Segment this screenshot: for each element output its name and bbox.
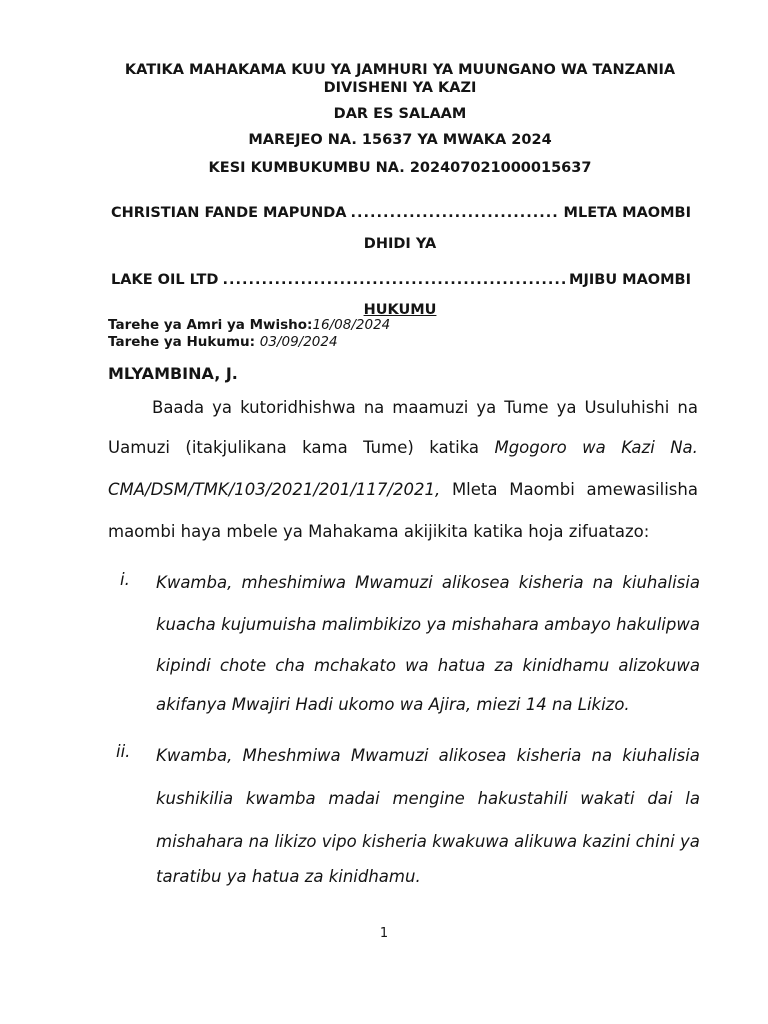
ground-number: ii.: [116, 742, 131, 761]
applicant-line: [111, 205, 691, 221]
page-number: 1: [379, 926, 389, 941]
judgment-title: HUKUMU: [363, 302, 437, 318]
applicant-name: CHRISTIAN FANDE MAPUNDA: [111, 205, 347, 221]
word: mchakato: [313, 656, 396, 675]
word: Mgogoro: [494, 438, 567, 457]
case-reference: CMA/DSM/TMK/103/2021/201/117/2021,: [108, 480, 441, 499]
word: alikuwa: [514, 832, 578, 851]
location: DAR ES SALAAM: [333, 106, 467, 122]
word: chini: [635, 832, 675, 851]
word: cha: [275, 656, 305, 675]
judgment-date-row: [108, 334, 338, 350]
paragraph-line-2: [108, 438, 698, 458]
word: za: [494, 656, 514, 675]
ground-1-line-2: [156, 615, 700, 634]
word: (itakjulikana: [185, 438, 287, 457]
word: madai: [328, 789, 380, 808]
word: Uamuzi: [108, 438, 170, 457]
ground-2-line-1: [156, 746, 700, 765]
ground-number: i.: [120, 570, 130, 589]
word: ya: [680, 832, 700, 851]
word: Mleta: [451, 480, 498, 499]
respondent-role: MJIBU MAOMBI: [569, 272, 691, 288]
word: Kazi: [621, 438, 655, 457]
word: kipindi: [156, 656, 211, 675]
word: Kwamba,: [156, 746, 233, 765]
word: katika: [429, 438, 480, 457]
word: ya: [556, 398, 577, 417]
last-order-label: Tarehe ya Amri ya Mwisho:: [108, 317, 313, 333]
reference-number: MAREJEO NA. 15637 YA MWAKA 2024: [248, 132, 552, 148]
word: amewasilisha: [586, 480, 698, 499]
word: alikosea: [441, 573, 510, 592]
judgment-date-label: Tarehe ya Hukumu:: [108, 334, 256, 350]
word: Tume: [504, 398, 549, 417]
word: Baada: [152, 398, 205, 417]
word: hakustahili: [477, 789, 568, 808]
word: wa: [405, 656, 429, 675]
versus-label: DHIDI YA: [363, 236, 437, 252]
word: ya: [212, 398, 233, 417]
word: kiuhalisia: [622, 573, 700, 592]
word: Usuluhishi: [584, 398, 670, 417]
word: hatua: [437, 656, 486, 675]
word: kiuhalisia: [622, 746, 700, 765]
word: vipo: [321, 832, 357, 851]
judge-name: MLYAMBINA, J.: [108, 364, 238, 383]
court-name-line1: KATIKA MAHAKAMA KUU YA JAMHURI YA MUUNGANO WA TANZANIA: [124, 62, 676, 78]
word: dai: [647, 789, 673, 808]
word: kinidhamu: [522, 656, 610, 675]
word: na: [591, 746, 613, 765]
word: chote: [219, 656, 267, 675]
court-name-line2: DIVISHENI YA KAZI: [323, 80, 477, 96]
ground-1-line-4: akifanya Mwajiri Hadi ukomo wa Ajira, miezi 14 na Likizo.: [156, 695, 630, 714]
ground-1-line-3: [156, 656, 700, 675]
word: mishahara: [156, 832, 244, 851]
ground-2-line-3: [156, 832, 700, 851]
word: malimbikizo: [321, 615, 422, 634]
word: Tume): [363, 438, 414, 457]
ground-1-line-1: [156, 573, 700, 592]
word: na: [363, 398, 385, 417]
respondent-line: [111, 272, 691, 288]
word: Maombi: [509, 480, 575, 499]
word: mheshimiwa: [241, 573, 347, 592]
paragraph-line-1: [152, 398, 698, 418]
word: na: [677, 398, 698, 417]
case-number: KESI KUMBUKUMBU NA. 202407021000015637: [208, 160, 592, 176]
word: Mheshmiwa: [242, 746, 341, 765]
word: kwamba: [245, 789, 316, 808]
word: kama: [302, 438, 348, 457]
word: mengine: [392, 789, 465, 808]
word: Mwamuzi: [355, 573, 433, 592]
judgment-date: 03/09/2024: [259, 334, 338, 350]
word: kazini: [582, 832, 631, 851]
word: ambayo: [544, 615, 611, 634]
last-order-date-row: [108, 317, 390, 333]
word: Kwamba,: [156, 573, 233, 592]
ground-2-line-4: taratibu ya hatua za kinidhamu.: [156, 867, 421, 886]
word: Mwamuzi: [350, 746, 429, 765]
applicant-role: MLETA MAOMBI: [563, 205, 691, 221]
word: maamuzi: [392, 398, 469, 417]
word: ya: [476, 398, 497, 417]
word: kisheria: [516, 746, 582, 765]
word: hakulipwa: [616, 615, 700, 634]
word: kisheria: [518, 573, 584, 592]
ground-2-line-2: [156, 789, 700, 808]
word: kisheria: [362, 832, 427, 851]
word: kujumuisha: [221, 615, 317, 634]
last-order-date: 16/08/2024: [312, 317, 391, 333]
word: alikosea: [438, 746, 507, 765]
paragraph-line-3: [108, 480, 698, 500]
word: kushikilia: [156, 789, 234, 808]
word: la: [685, 789, 700, 808]
word: kutoridhishwa: [240, 398, 356, 417]
word: wa: [582, 438, 606, 457]
word: mishahara: [451, 615, 539, 634]
word: alizokuwa: [618, 656, 700, 675]
word: na: [592, 573, 614, 592]
word: kuacha: [156, 615, 216, 634]
leader-dots: [351, 205, 560, 221]
word: ya: [426, 615, 447, 634]
word: kwakuwa: [432, 832, 509, 851]
word: na: [248, 832, 270, 851]
leader-dots: [222, 272, 565, 288]
paragraph-line-4: maombi haya mbele ya Mahakama akijikita katika hoja zifuatazo:: [108, 522, 650, 541]
respondent-name: LAKE OIL LTD: [111, 272, 219, 288]
word: wakati: [580, 789, 635, 808]
word: Na.: [670, 438, 698, 457]
word: likizo: [274, 832, 317, 851]
